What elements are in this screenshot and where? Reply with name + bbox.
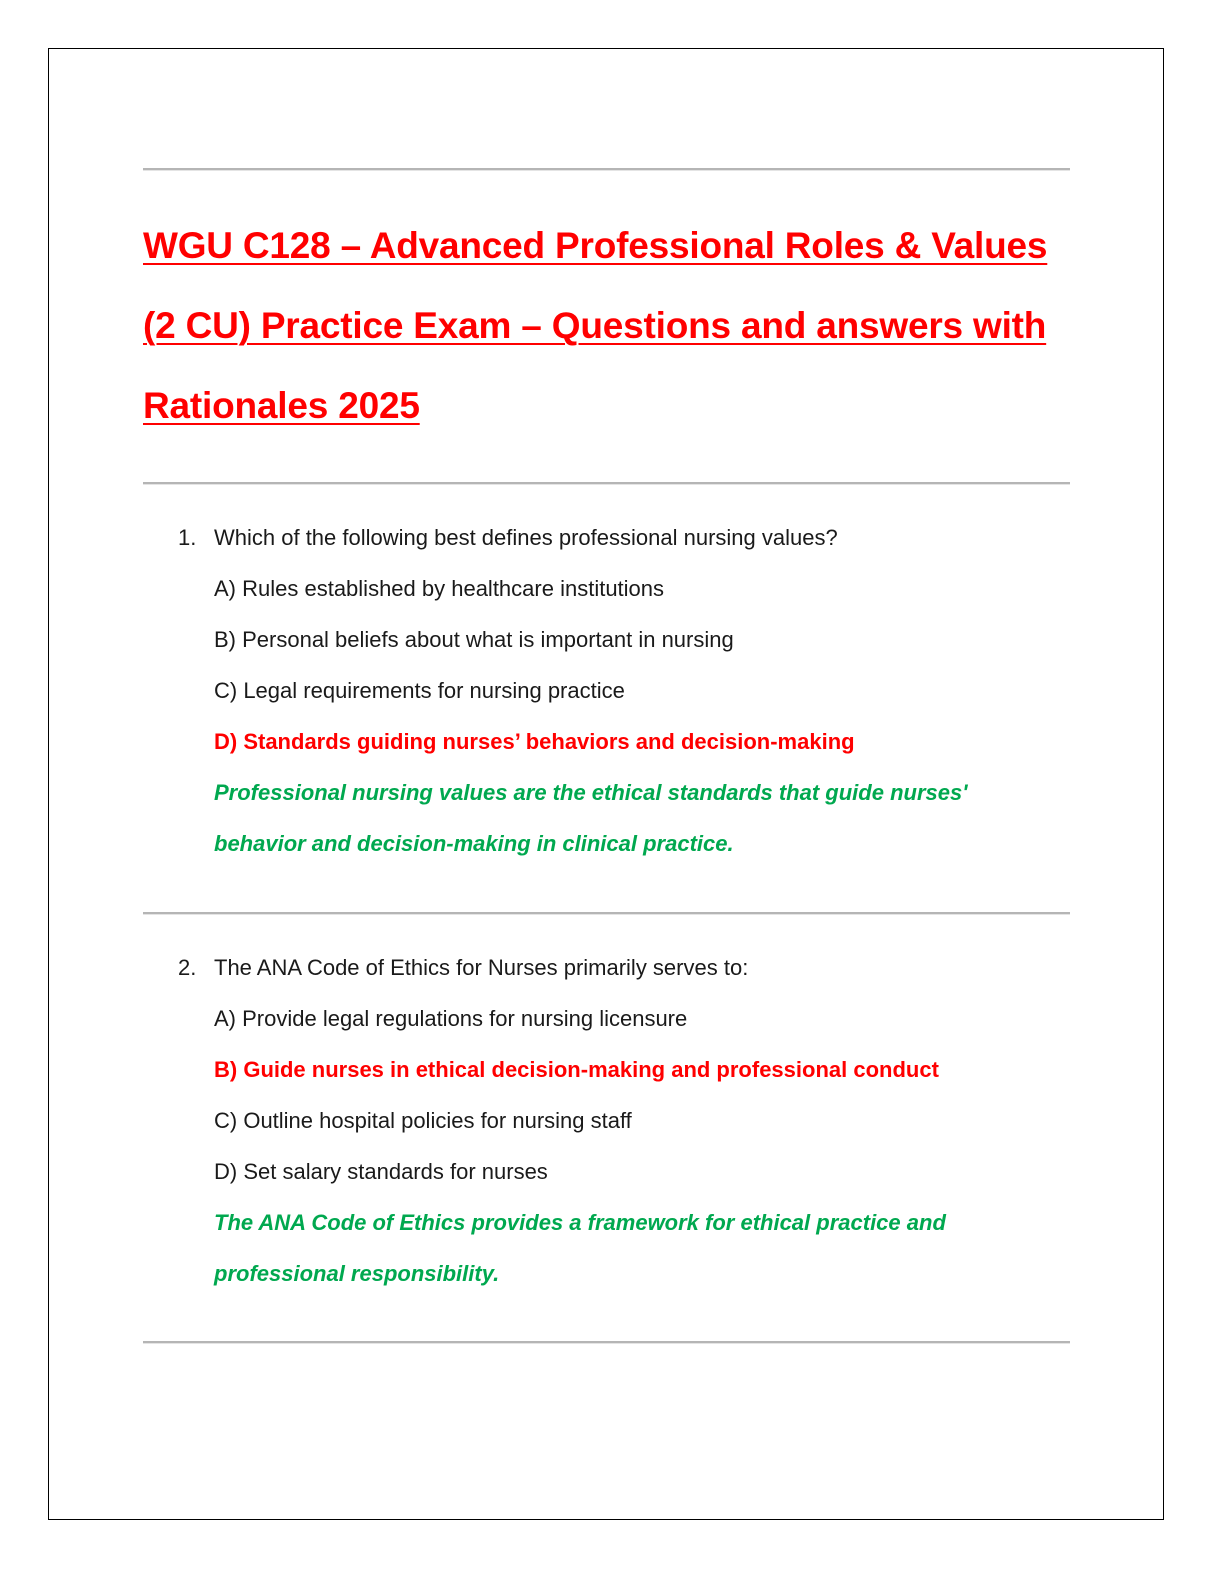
rationale-line: professional responsibility.: [214, 1261, 500, 1286]
divider-after-question-1: [143, 912, 1070, 914]
question-stem: [178, 942, 1078, 993]
answer-option-d: D) Set salary standards for nurses: [214, 1159, 548, 1184]
title-line: Rationales 2025: [143, 385, 420, 426]
answer-option-c: C) Legal requirements for nursing practice: [214, 678, 625, 703]
question-stem: [178, 512, 1078, 563]
divider-after-question-2: [143, 1341, 1070, 1343]
answer-option-a: A) Provide legal regulations for nursing licensure: [214, 1006, 688, 1031]
correct-answer-option-d: D) Standards guiding nurses’ behaviors and decision-making: [214, 729, 855, 754]
title-line: WGU C128 – Advanced Professional Roles & Values: [143, 225, 1048, 266]
question-text: The ANA Code of Ethics for Nurses primarily serves to:: [214, 955, 749, 980]
divider-after-title: [143, 482, 1070, 484]
question-text: Which of the following best defines professional nursing values?: [214, 525, 838, 550]
question-1: [178, 512, 1078, 869]
answer-option-a: A) Rules established by healthcare institutions: [214, 576, 665, 601]
rationale-line: Professional nursing values are the ethical standards that guide nurses': [214, 780, 968, 805]
question-2: [178, 942, 1078, 1299]
answer-option-c: C) Outline hospital policies for nursing staff: [214, 1108, 632, 1133]
question-number: 2.: [178, 955, 197, 980]
rationale-line: behavior and decision-making in clinical practice.: [214, 831, 734, 856]
title-line: (2 CU) Practice Exam – Questions and answers with: [143, 305, 1047, 346]
question-number: 1.: [178, 525, 197, 550]
rationale-line: The ANA Code of Ethics provides a framework for ethical practice and: [214, 1210, 946, 1235]
document-title: [143, 206, 1083, 446]
correct-answer-option-b: B) Guide nurses in ethical decision-making and professional conduct: [214, 1057, 939, 1082]
answer-option-b: B) Personal beliefs about what is important in nursing: [214, 627, 734, 652]
top-divider: [143, 168, 1070, 170]
